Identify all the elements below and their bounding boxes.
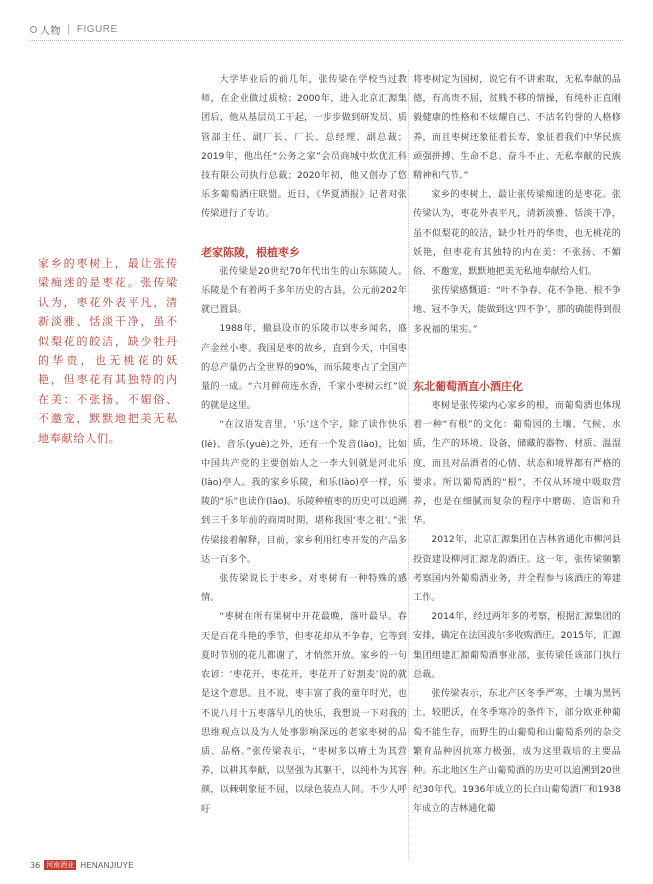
section-heading: 老家陈陵，根植枣乡 (201, 245, 300, 259)
body-paragraph: 2012年，北京汇源集团在吉林省通化市柳河县投资建设柳河汇源龙韵酒庄。这一年，张传梁频繁考察国内外葡萄酒业务，并全程参与该酒庄的筹建工作。 (413, 534, 621, 604)
article-column-1 (201, 70, 407, 819)
page-header (30, 22, 623, 38)
body-paragraph-continued: 将枣树定为国树，说它有不讲索取，无私奉献的品德，有高贵不屈，贫贱不移的情操，有纯朴正直刚毅健康的性格和不炫耀自己、不沽名钓誉的人格修养，而且枣树还象征着长寿，象征着我们中华民族顽强拼搏、生命不息、奋斗不止、无私奉献的民族精神和气节。” (413, 74, 621, 182)
section-name-en: FIGURE (76, 24, 118, 35)
body-paragraph: 张传梁感慨道：“叶不争春、花不争艳、根不争地、冠不争天，能做到这‘四不争’，那的确能得到很多祝福的果实。” (413, 285, 621, 335)
body-paragraph: “在汉语发音里，‘乐’这个字，除了读作快乐(lè)、音乐(yuè)之外，还有一个发音(lào)，比如中国共产党的主要创始人之一李大钊就是河北乐(lào)亭人。我的家乡乐陵，和乐(lào)亭一样，乐陵的“乐”也读作(lào)。乐陵种植枣的历史可以追溯到三千多年前的商周时期，堪称我国‘枣之祖’。”张传梁接着解释，目前，家乡利用红枣开发的产品多达一百多个。 (201, 419, 407, 565)
header-rule (30, 40, 623, 41)
header-section (30, 22, 623, 37)
section-heading: 东北葡萄酒直小酒庄化 (413, 379, 523, 393)
circle-icon (30, 26, 37, 33)
pull-quote: 家乡的枣树上，最让张传梁痴迷的是枣花。张传梁认为，枣花外表平凡，清新淡雅、恬淡干净，虽不似梨花的皎洁，缺少牡丹的华贵，也无桃花的妖艳，但枣花有其独特的内在美：不张扬、不媚俗、不邀宠，默默地把美无私地奉献给人们。 (38, 257, 178, 445)
page-number: 36 (30, 860, 41, 870)
body-paragraph: 张传梁说长于枣乡，对枣树有一种特殊的感情。 (201, 573, 407, 604)
section-name: 人物 (40, 26, 61, 37)
body-paragraph: 1988年，撤县设市的乐陵市以枣乡闻名，盛产金丝小枣。我国是枣的故乡，直到今天，中国枣的总产量仍占全世界的90%，而乐陵枣占了全国产量的一成。“六月鲜荷连水香，千家小枣树云红”说的就是这里。 (201, 323, 407, 412)
body-paragraph: 张传梁表示，东北产区冬季严寒，土壤为黑钙土，较肥沃，在冬季寒冷的条件下，部分欧亚种葡萄不能生存，而野生的山葡萄和山葡萄系列的杂交繁育品种因抗寒力极强，成为这里栽培的主要品种。东北地区生产山葡萄酒的历史可以追溯到20世纪30年代。1936年成立的长白山葡萄酒厂和1938年成立的吉林通化葡 (413, 688, 621, 815)
body-paragraph: 家乡的枣树上，最让张传梁痴迷的是枣花。张传梁认为，枣花外表平凡，清新淡雅、恬淡干净，虽不似梨花的皎洁，缺少牡丹的华贵，也无桃花的妖艳，但枣花有其独特的内在美：不张扬、不媚俗、不邀宠，默默地把美无私地奉献给人们。 (413, 189, 621, 278)
article-column-2 (413, 70, 621, 819)
page-footer (30, 860, 134, 870)
body-paragraph: “枣树在所有果树中开花最晚，落叶最早。春天是百花斗艳的季节，但枣花却从不争春，它等到夏时节别的花儿都谢了，才悄然开放。家乡的一句农谚：‘枣花开，枣花开，枣花开了好割麦’说的就是这个意思。且不说，枣丰富了我的童年时光，也不说八月十五枣落早儿的快乐，我想说一下对我的思维观点以及为人处事影响深远的老家枣树的品质、品格。”张传梁表示，“枣树多以瘠土为其营养，以耕其奉献，以坚强为其躯干，以纯朴为其容颜，以棘刺象征不屈，以绿色装点人间。不少人呼吁 (201, 611, 407, 815)
column-divider (408, 70, 409, 860)
brand-name-en: HENANJIUYE (80, 860, 134, 870)
header-divider: | (67, 24, 71, 35)
intro-paragraph: 大学毕业后的前几年，张传梁在学校当过教师，在企业做过质检；2000年，进入北京汇源集团后，他从基层员工干起，一步步做到研发员、质管部主任、副厂长、厂长、总经理、副总裁；2019年，他出任“公务之家”会员商城中炊优汇科技有限公司执行总裁；2020年初，他又创办了悠乐多葡萄酒庄联盟。近日，《华夏酒报》记者对张传梁进行了专访。 (201, 74, 407, 220)
brand-logo: 河南酒业 (46, 861, 75, 869)
body-paragraph: 张传梁是20世纪70年代出生的山东陈陵人。乐陵是个有着两千多年历史的古县，公元前202年就已置县。 (201, 265, 407, 316)
body-paragraph: 2014年，经过两年多的考察，根据汇源集团的安排，确定在法国波尔多收购酒庄。2015年，汇源集团组建汇源葡萄酒事业部，张传梁任该部门执行总裁。 (413, 611, 621, 680)
body-paragraph: 枣树是张传梁内心家乡的根，而葡萄酒也体现着一种“有根”的文化：葡萄园的土壤、气候、水质，生产的环境、设备，储藏的器物、材质、温湿度，而且对品酒者的心情、状态和境界都有严格的要求。所以葡萄酒的“根”，不仅从环境中吸取营养，也是在细腻而复杂的程序中磨砺、造诣和升华。 (413, 400, 621, 527)
